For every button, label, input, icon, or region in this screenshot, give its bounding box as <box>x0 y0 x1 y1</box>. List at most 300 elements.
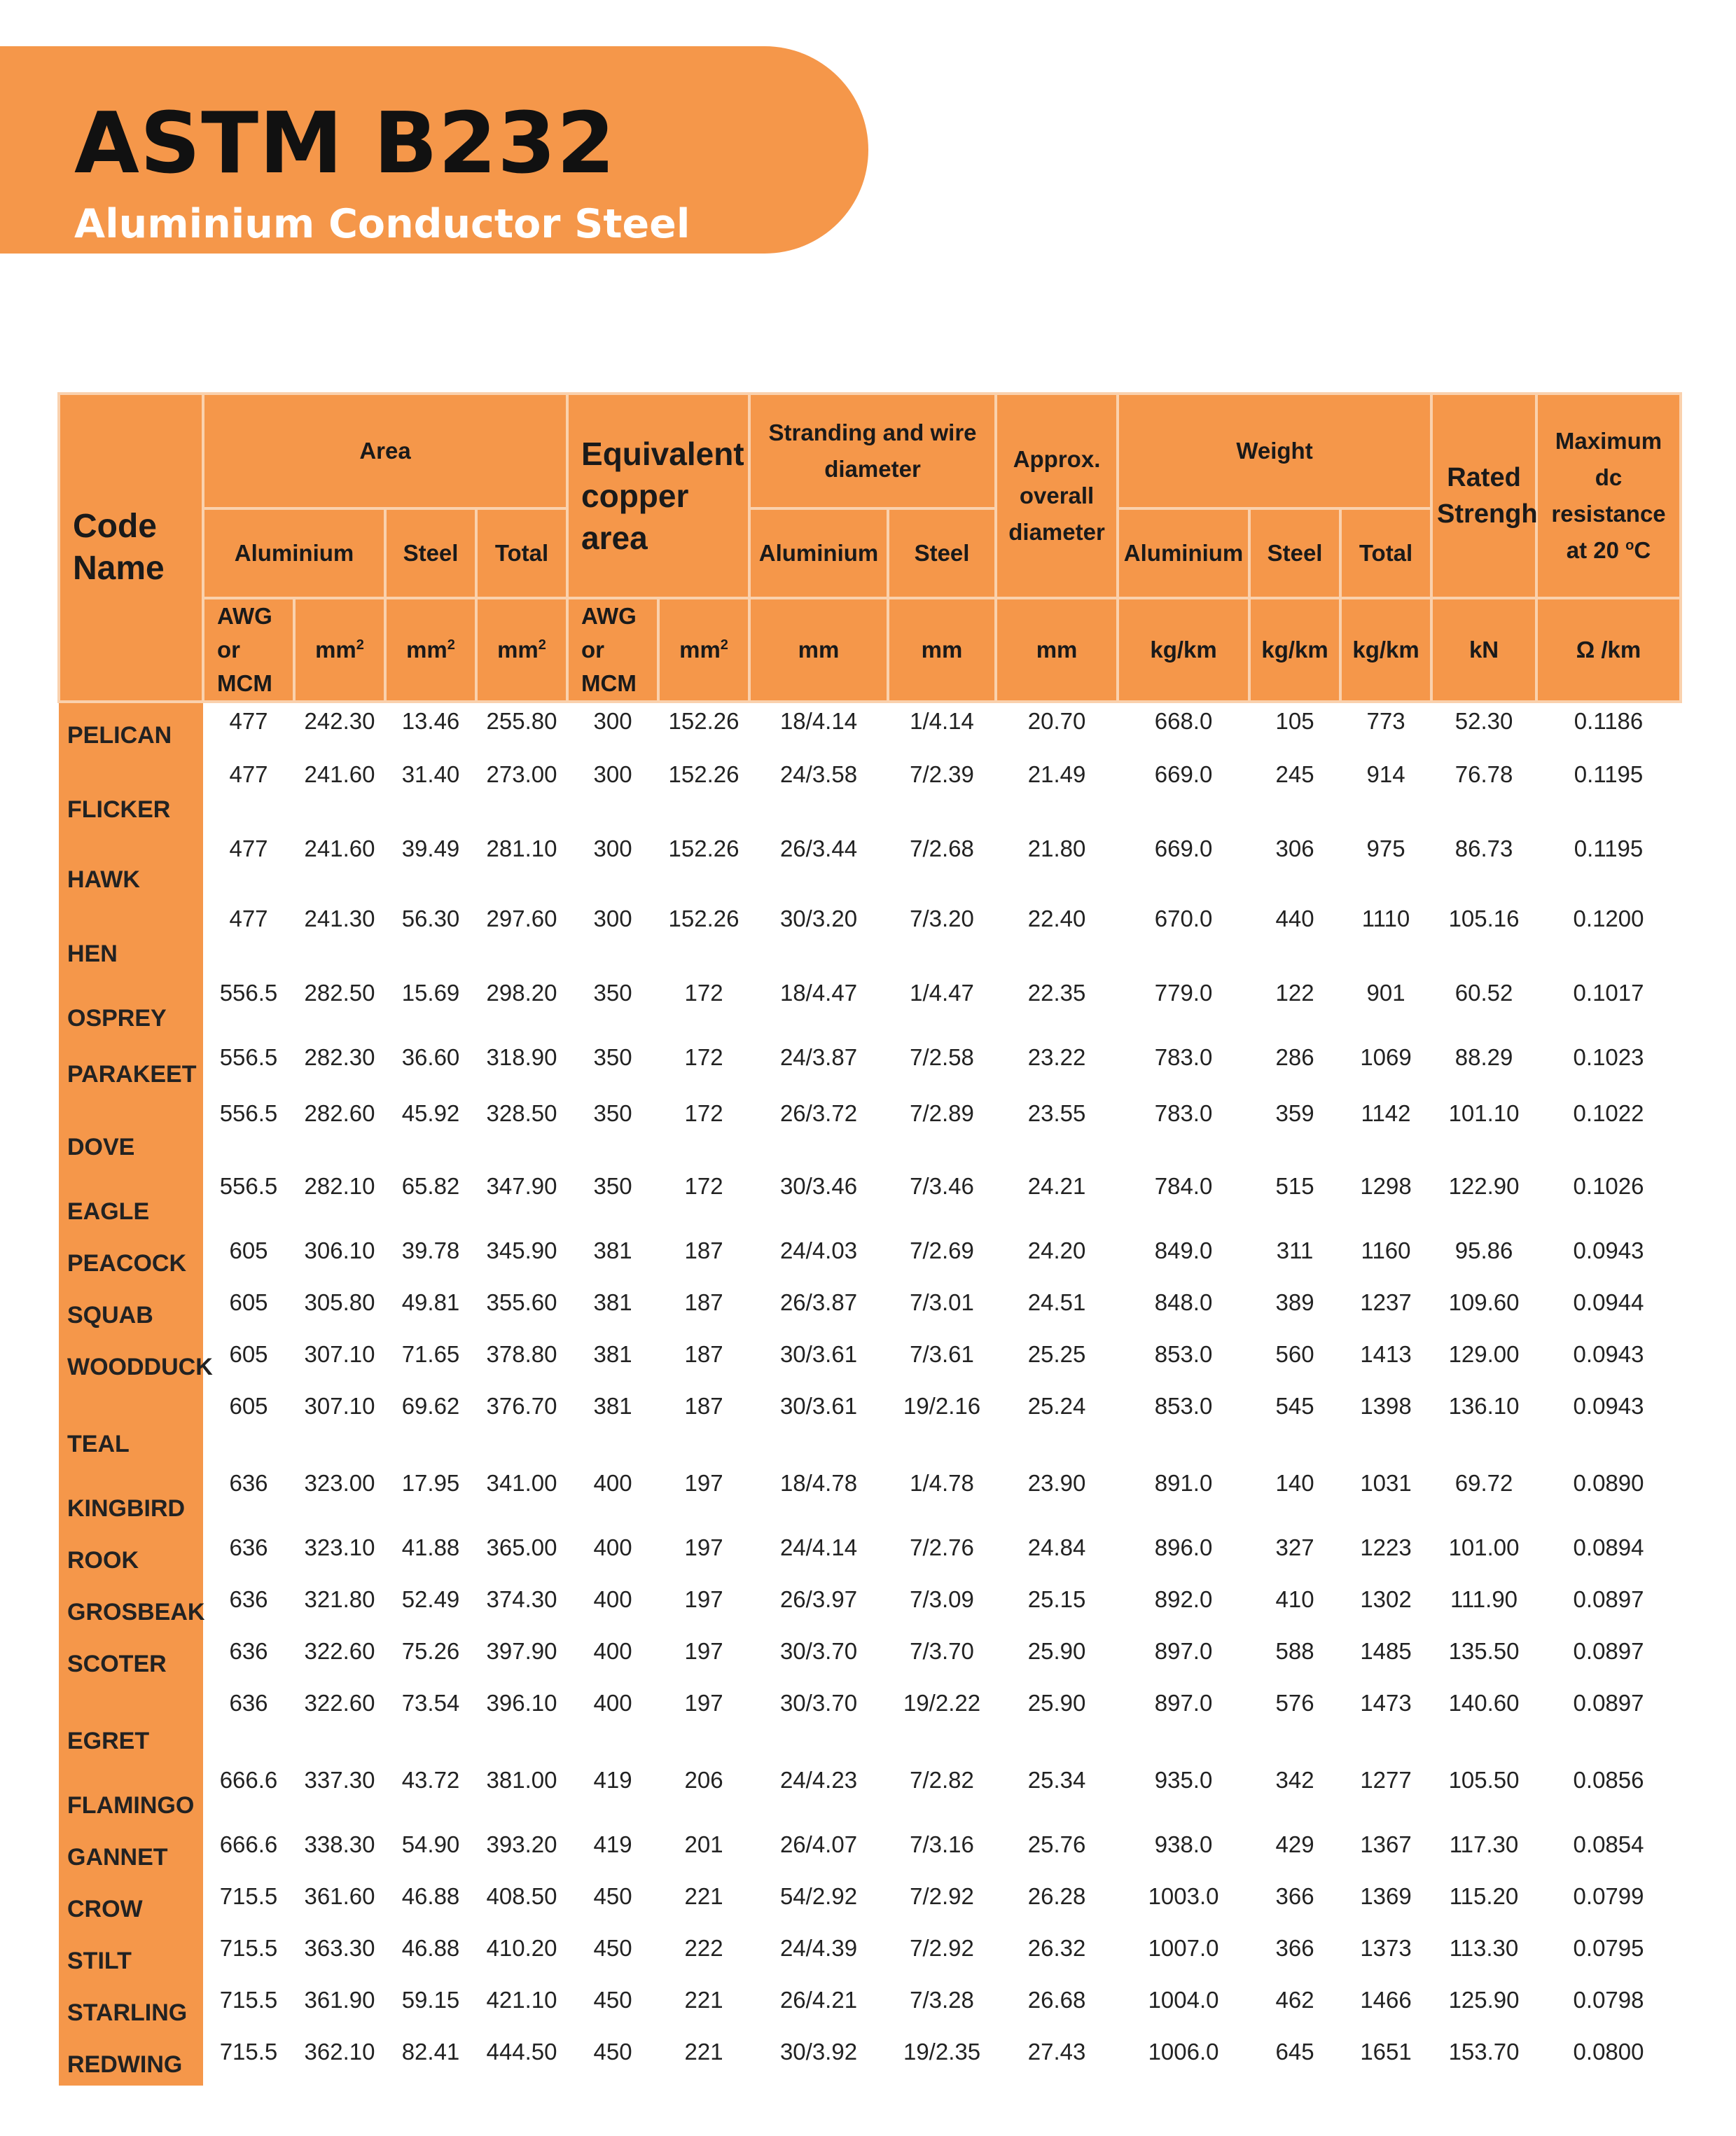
cell-al-area: 321.80 <box>304 1586 375 1612</box>
cell-st-w: 245 <box>1275 761 1314 787</box>
cell-al-str: 18/4.78 <box>779 1470 858 1496</box>
cell-cu-awg: 381 <box>593 1341 632 1367</box>
cell-awg: 636 <box>229 1690 268 1716</box>
cell-al-str: 26/3.97 <box>779 1586 858 1612</box>
cell-tot-w: 914 <box>1366 761 1405 787</box>
cell-st-w: 306 <box>1275 835 1314 861</box>
cell-tot-area: 376.70 <box>486 1393 557 1419</box>
cell-cu-mm2: 221 <box>684 1987 723 2013</box>
cell-st-w: 462 <box>1275 1987 1314 2013</box>
cell-dia: 25.90 <box>1027 1638 1086 1664</box>
cell-al-w: 668.0 <box>1154 708 1213 734</box>
cell-st-w: 366 <box>1275 1883 1314 1909</box>
header-stranding-aluminium: Aluminium <box>749 508 888 598</box>
cell-tot-area: 255.80 <box>486 708 557 734</box>
cell-al-w: 853.0 <box>1154 1393 1213 1419</box>
cell-cu-mm2: 197 <box>684 1690 723 1716</box>
cell-st-str: 7/3.28 <box>910 1987 974 2013</box>
cell-awg: 556.5 <box>219 1173 278 1199</box>
cell-rs: 140.60 <box>1448 1690 1520 1716</box>
cell-st-w: 389 <box>1275 1289 1314 1315</box>
cell-awg: 605 <box>229 1341 268 1367</box>
cell-cu-mm2: 221 <box>684 2039 723 2065</box>
cell-st-area: 65.82 <box>401 1173 460 1199</box>
cell-st-w: 366 <box>1275 1935 1314 1961</box>
cell-st-area: 17.95 <box>401 1470 460 1496</box>
cell-al-w: 938.0 <box>1154 1831 1213 1857</box>
cell-al-area: 282.50 <box>304 980 375 1006</box>
cell-tot-w: 1223 <box>1360 1534 1412 1560</box>
cell-tot-w: 1466 <box>1360 1987 1412 2013</box>
cell-tot-w: 901 <box>1366 980 1405 1006</box>
cell-cu-mm2: 197 <box>684 1534 723 1560</box>
cell-st-str: 7/2.68 <box>910 835 974 861</box>
table-row <box>59 2034 1681 2086</box>
table-row <box>59 1930 1681 1982</box>
unit-kn: kN <box>1431 598 1536 702</box>
cell-al-str: 24/3.58 <box>779 761 858 787</box>
acsr-spec-table <box>57 392 1682 2086</box>
cell-rs: 113.30 <box>1449 1935 1519 1961</box>
cell-st-str: 7/2.92 <box>910 1935 974 1961</box>
header-weight-aluminium: Aluminium <box>1118 508 1249 598</box>
cell-cu-awg: 300 <box>593 906 632 931</box>
cell-st-str: 7/3.46 <box>910 1173 974 1199</box>
cell-al-str: 24/4.39 <box>779 1935 858 1961</box>
cell-st-str: 7/3.01 <box>910 1289 974 1315</box>
cell-tot-area: 444.50 <box>486 2039 557 2065</box>
header-dc-resistance <box>1536 394 1681 598</box>
cell-res: 0.0943 <box>1573 1237 1644 1263</box>
cell-code: STARLING <box>59 1982 203 2034</box>
cell-st-str: 7/2.58 <box>910 1044 974 1070</box>
cell-dia: 23.22 <box>1027 1044 1086 1070</box>
table-row <box>59 1095 1681 1168</box>
cell-rs: 52.30 <box>1454 708 1513 734</box>
table-row <box>59 831 1681 901</box>
cell-st-area: 56.30 <box>401 906 460 931</box>
cell-al-str: 24/4.14 <box>779 1534 858 1560</box>
cell-cu-awg: 400 <box>593 1638 632 1664</box>
cell-res: 0.0856 <box>1573 1767 1644 1793</box>
cell-tot-w: 773 <box>1366 708 1405 734</box>
cell-st-area: 39.49 <box>401 835 460 861</box>
cell-st-area: 54.90 <box>401 1831 460 1857</box>
cell-cu-awg: 419 <box>593 1831 632 1857</box>
cell-al-str: 30/3.70 <box>779 1638 858 1664</box>
cell-st-w: 545 <box>1275 1393 1314 1419</box>
cell-st-str: 7/3.61 <box>910 1341 974 1367</box>
cell-st-area: 39.78 <box>401 1237 460 1263</box>
cell-al-str: 26/3.44 <box>779 835 858 861</box>
cell-cu-mm2: 197 <box>684 1470 723 1496</box>
cell-cu-mm2: 187 <box>684 1393 723 1419</box>
cell-code: EAGLE <box>59 1168 203 1233</box>
cell-awg: 605 <box>229 1393 268 1419</box>
cell-st-str: 19/2.35 <box>903 2039 981 2065</box>
cell-cu-awg: 450 <box>593 1987 632 2013</box>
cell-dia: 25.15 <box>1027 1586 1086 1612</box>
cell-tot-area: 281.10 <box>486 835 557 861</box>
table-row <box>59 702 1681 756</box>
cell-res: 0.0798 <box>1573 1987 1644 2013</box>
page-title: ASTM B232 <box>74 95 616 193</box>
cell-awg: 636 <box>229 1534 268 1560</box>
unit-mm2-copper: $mm^2$ <box>658 598 749 702</box>
cell-st-w: 440 <box>1275 906 1314 931</box>
cell-res: 0.1195 <box>1574 835 1644 861</box>
cell-awg: 556.5 <box>219 980 278 1006</box>
cell-st-area: 73.54 <box>401 1690 460 1716</box>
cell-code: REDWING <box>59 2034 203 2086</box>
cell-awg: 477 <box>229 708 268 734</box>
cell-al-area: 361.60 <box>304 1883 375 1909</box>
cell-awg: 556.5 <box>219 1044 278 1070</box>
cell-rs: 117.30 <box>1449 1831 1519 1857</box>
table-row <box>59 975 1681 1039</box>
cell-dia: 25.34 <box>1027 1767 1086 1793</box>
cell-dia: 20.70 <box>1027 708 1086 734</box>
cell-dia: 24.20 <box>1027 1237 1086 1263</box>
cell-st-w: 327 <box>1275 1534 1314 1560</box>
cell-al-str: 18/4.14 <box>779 708 858 734</box>
cell-code: TEAL <box>59 1388 203 1465</box>
cell-cu-mm2: 197 <box>684 1638 723 1664</box>
header-weight: Weight <box>1118 394 1431 508</box>
cell-res: 0.0897 <box>1573 1638 1644 1664</box>
table-row <box>59 1336 1681 1388</box>
cell-st-w: 588 <box>1275 1638 1314 1664</box>
cell-res: 0.0799 <box>1573 1883 1644 1909</box>
unit-mm2-steel: $mm^2$ <box>385 598 476 702</box>
cell-st-area: 71.65 <box>401 1341 460 1367</box>
cell-res: 0.0943 <box>1573 1341 1644 1367</box>
cell-res: 0.0944 <box>1573 1289 1644 1315</box>
cell-res: 0.1200 <box>1573 906 1644 931</box>
table-row <box>59 1878 1681 1930</box>
cell-tot-area: 374.30 <box>486 1586 557 1612</box>
cell-code: GANNET <box>59 1826 203 1878</box>
cell-code: DOVE <box>59 1095 203 1168</box>
cell-cu-mm2: 172 <box>684 980 723 1006</box>
table-row <box>59 1581 1681 1633</box>
cell-res: 0.1195 <box>1574 761 1644 787</box>
cell-al-w: 935.0 <box>1154 1767 1213 1793</box>
cell-awg: 636 <box>229 1638 268 1664</box>
cell-st-str: 7/3.16 <box>910 1831 974 1857</box>
cell-st-str: 1/4.14 <box>910 708 974 734</box>
cell-tot-area: 381.00 <box>486 1767 557 1793</box>
cell-res: 0.1026 <box>1573 1173 1644 1199</box>
cell-al-area: 363.30 <box>304 1935 375 1961</box>
cell-st-area: 45.92 <box>401 1100 460 1126</box>
cell-cu-awg: 381 <box>593 1289 632 1315</box>
cell-st-w: 105 <box>1275 708 1314 734</box>
cell-al-w: 1007.0 <box>1148 1935 1219 1961</box>
cell-awg: 666.6 <box>219 1767 278 1793</box>
cell-al-area: 241.60 <box>304 835 375 861</box>
cell-res: 0.1023 <box>1573 1044 1644 1070</box>
cell-code: OSPREY <box>59 975 203 1039</box>
cell-tot-w: 1398 <box>1360 1393 1412 1419</box>
cell-dia: 25.25 <box>1027 1341 1086 1367</box>
cell-st-w: 311 <box>1276 1237 1314 1263</box>
cell-tot-w: 1142 <box>1361 1100 1411 1126</box>
cell-al-str: 26/4.07 <box>779 1831 858 1857</box>
cell-tot-w: 1651 <box>1360 2039 1412 2065</box>
cell-st-str: 19/2.22 <box>903 1690 981 1716</box>
cell-cu-awg: 400 <box>593 1586 632 1612</box>
cell-tot-w: 1485 <box>1360 1638 1412 1664</box>
cell-awg: 715.5 <box>219 1935 278 1961</box>
header-code-name: Code Name <box>59 394 203 702</box>
cell-rs: 76.78 <box>1454 761 1513 787</box>
cell-res: 0.0894 <box>1573 1534 1644 1560</box>
cell-dia: 24.21 <box>1027 1173 1086 1199</box>
cell-al-str: 24/4.23 <box>779 1767 858 1793</box>
cell-st-w: 122 <box>1275 980 1314 1006</box>
cell-rs: 136.10 <box>1448 1393 1520 1419</box>
cell-cu-awg: 400 <box>593 1690 632 1716</box>
cell-al-w: 783.0 <box>1154 1044 1213 1070</box>
cell-cu-awg: 400 <box>593 1534 632 1560</box>
cell-st-area: 75.26 <box>401 1638 460 1664</box>
cell-awg: 636 <box>229 1470 268 1496</box>
cell-cu-mm2: 152.26 <box>668 761 739 787</box>
cell-st-w: 645 <box>1275 2039 1314 2065</box>
spec-table-container <box>57 392 1682 2086</box>
header-weight-total: Total <box>1340 508 1431 598</box>
cell-al-area: 337.30 <box>304 1767 375 1793</box>
table-row <box>59 756 1681 831</box>
cell-st-area: 52.49 <box>401 1586 460 1612</box>
cell-st-w: 515 <box>1275 1173 1314 1199</box>
cell-st-area: 41.88 <box>401 1534 460 1560</box>
cell-dia: 27.43 <box>1027 2039 1086 2065</box>
cell-tot-area: 396.10 <box>486 1690 557 1716</box>
cell-code: FLAMINGO <box>59 1762 203 1826</box>
cell-tot-w: 1069 <box>1360 1044 1412 1070</box>
cell-st-str: 7/3.70 <box>910 1638 974 1664</box>
cell-cu-mm2: 206 <box>684 1767 723 1793</box>
cell-cu-mm2: 172 <box>684 1044 723 1070</box>
cell-al-w: 853.0 <box>1154 1341 1213 1367</box>
header-area-steel: Steel <box>385 508 476 598</box>
cell-dia: 24.84 <box>1027 1534 1086 1560</box>
title-banner <box>0 46 868 298</box>
cell-cu-awg: 300 <box>593 708 632 734</box>
table-row <box>59 1762 1681 1826</box>
cell-cu-awg: 381 <box>593 1393 632 1419</box>
cell-dia: 21.49 <box>1027 761 1086 787</box>
cell-cu-mm2: 172 <box>684 1100 723 1126</box>
cell-tot-w: 1237 <box>1360 1289 1412 1315</box>
cell-tot-w: 1298 <box>1360 1173 1412 1199</box>
cell-al-w: 892.0 <box>1154 1586 1213 1612</box>
cell-code: KINGBIRD <box>59 1465 203 1530</box>
cell-dia: 26.28 <box>1027 1883 1086 1909</box>
cell-tot-w: 1413 <box>1360 1341 1412 1367</box>
cell-st-w: 140 <box>1275 1470 1314 1496</box>
cell-st-area: 31.40 <box>401 761 460 787</box>
celsius-symbol: C <box>1634 537 1651 563</box>
cell-al-area: 338.30 <box>304 1831 375 1857</box>
cell-code: SCOTER <box>59 1633 203 1685</box>
cell-al-area: 322.60 <box>304 1690 375 1716</box>
cell-tot-area: 298.20 <box>486 980 557 1006</box>
cell-cu-mm2: 152.26 <box>668 906 739 931</box>
cell-rs: 135.50 <box>1448 1638 1520 1664</box>
cell-al-area: 242.30 <box>304 708 375 734</box>
cell-dia: 23.55 <box>1027 1100 1086 1126</box>
cell-al-w: 1006.0 <box>1148 2039 1219 2065</box>
cell-cu-awg: 381 <box>593 1237 632 1263</box>
cell-al-str: 30/3.92 <box>779 2039 858 2065</box>
table-body <box>59 702 1681 2086</box>
cell-tot-w: 1110 <box>1361 906 1410 931</box>
cell-al-str: 26/3.72 <box>779 1100 858 1126</box>
cell-rs: 86.73 <box>1454 835 1513 861</box>
cell-tot-w: 1031 <box>1360 1470 1412 1496</box>
cell-cu-awg: 300 <box>593 761 632 787</box>
cell-al-str: 30/3.70 <box>779 1690 858 1716</box>
cell-al-str: 30/3.46 <box>779 1173 858 1199</box>
header-stranding: Stranding and wire diameter <box>749 394 996 508</box>
unit-kgkm-total: kg/km <box>1340 598 1431 702</box>
cell-code: SQUAB <box>59 1284 203 1336</box>
cell-al-area: 241.30 <box>304 906 375 931</box>
cell-awg: 605 <box>229 1237 268 1263</box>
cell-dia: 22.40 <box>1027 906 1086 931</box>
cell-dia: 22.35 <box>1027 980 1086 1006</box>
cell-st-area: 69.62 <box>401 1393 460 1419</box>
cell-st-str: 1/4.47 <box>910 980 974 1006</box>
cell-tot-w: 1160 <box>1361 1237 1411 1263</box>
cell-al-area: 362.10 <box>304 2039 375 2065</box>
cell-res: 0.0800 <box>1573 2039 1644 2065</box>
header-stranding-steel: Steel <box>888 508 996 598</box>
unit-mm2-aluminium: $mm^2$ <box>294 598 385 702</box>
cell-code: WOODDUCK <box>59 1336 203 1388</box>
cell-al-area: 241.60 <box>304 761 375 787</box>
cell-tot-w: 975 <box>1366 835 1405 861</box>
header-rated-strength: Rated Strengh <box>1431 394 1536 598</box>
cell-awg: 556.5 <box>219 1100 278 1126</box>
cell-dia: 25.76 <box>1027 1831 1086 1857</box>
table-row <box>59 1685 1681 1762</box>
cell-cu-awg: 350 <box>593 980 632 1006</box>
cell-rs: 122.90 <box>1448 1173 1520 1199</box>
cell-st-area: 36.60 <box>401 1044 460 1070</box>
cell-rs: 125.90 <box>1448 1987 1520 2013</box>
cell-res: 0.0795 <box>1573 1935 1644 1961</box>
cell-cu-awg: 300 <box>593 835 632 861</box>
cell-al-w: 1004.0 <box>1148 1987 1219 2013</box>
cell-al-str: 24/4.03 <box>779 1237 858 1263</box>
cell-st-str: 19/2.16 <box>903 1393 981 1419</box>
table-row <box>59 1233 1681 1284</box>
cell-res: 0.1186 <box>1574 708 1644 734</box>
cell-dia: 26.68 <box>1027 1987 1086 2013</box>
cell-res: 0.0897 <box>1573 1690 1644 1716</box>
table-row <box>59 1284 1681 1336</box>
cell-dia: 24.51 <box>1027 1289 1086 1315</box>
header-dc-resistance-text: Maximum dc resistance at 20 <box>1551 428 1666 563</box>
page-subtitle <box>74 199 690 300</box>
cell-al-str: 54/2.92 <box>779 1883 858 1909</box>
table-row <box>59 1826 1681 1878</box>
cell-cu-awg: 450 <box>593 2039 632 2065</box>
cell-tot-area: 341.00 <box>486 1470 557 1496</box>
unit-kgkm-aluminium: kg/km <box>1118 598 1249 702</box>
cell-cu-mm2: 172 <box>684 1173 723 1199</box>
unit-mm2-total: $mm^2$ <box>476 598 567 702</box>
cell-st-area: 49.81 <box>401 1289 460 1315</box>
header-equivalent-copper-area: Equivalent copper area <box>567 394 749 598</box>
cell-code: STILT <box>59 1930 203 1982</box>
degree-symbol: o <box>1625 538 1634 553</box>
header-overall-diameter: Approx. overall diameter <box>996 394 1118 598</box>
cell-tot-area: 328.50 <box>486 1100 557 1126</box>
cell-al-w: 783.0 <box>1154 1100 1213 1126</box>
cell-st-area: 59.15 <box>401 1987 460 2013</box>
cell-code: PEACOCK <box>59 1233 203 1284</box>
cell-al-w: 897.0 <box>1154 1690 1213 1716</box>
cell-awg: 666.6 <box>219 1831 278 1857</box>
cell-al-str: 18/4.47 <box>779 980 858 1006</box>
cell-tot-area: 355.60 <box>486 1289 557 1315</box>
table-row <box>59 1530 1681 1581</box>
cell-al-area: 282.30 <box>304 1044 375 1070</box>
header-area-aluminium: Aluminium <box>203 508 385 598</box>
cell-st-w: 429 <box>1275 1831 1314 1857</box>
cell-al-area: 307.10 <box>304 1393 375 1419</box>
cell-cu-awg: 450 <box>593 1935 632 1961</box>
cell-rs: 101.00 <box>1448 1534 1520 1560</box>
cell-tot-w: 1367 <box>1360 1831 1412 1857</box>
cell-al-w: 897.0 <box>1154 1638 1213 1664</box>
cell-rs: 60.52 <box>1454 980 1513 1006</box>
cell-al-w: 896.0 <box>1154 1534 1213 1560</box>
cell-st-area: 15.69 <box>401 980 460 1006</box>
cell-al-w: 891.0 <box>1154 1470 1213 1496</box>
cell-cu-awg: 450 <box>593 1883 632 1909</box>
table-header <box>59 394 1681 702</box>
cell-res: 0.0890 <box>1573 1470 1644 1496</box>
cell-tot-area: 273.00 <box>486 761 557 787</box>
cell-st-str: 7/2.82 <box>910 1767 974 1793</box>
unit-mm-aluminium: mm <box>749 598 888 702</box>
cell-cu-mm2: 187 <box>684 1341 723 1367</box>
cell-al-area: 307.10 <box>304 1341 375 1367</box>
cell-tot-w: 1373 <box>1360 1935 1412 1961</box>
cell-st-area: 13.46 <box>401 708 460 734</box>
cell-tot-area: 347.90 <box>486 1173 557 1199</box>
cell-st-w: 286 <box>1275 1044 1314 1070</box>
cell-st-str: 1/4.78 <box>910 1470 974 1496</box>
cell-cu-awg: 419 <box>593 1767 632 1793</box>
cell-tot-w: 1302 <box>1360 1586 1412 1612</box>
cell-tot-area: 345.90 <box>486 1237 557 1263</box>
cell-al-str: 26/4.21 <box>779 1987 858 2013</box>
cell-st-str: 7/3.20 <box>910 906 974 931</box>
cell-res: 0.1017 <box>1573 980 1644 1006</box>
subtitle-line-1: Aluminium Conductor Steel <box>74 201 690 247</box>
cell-al-str: 26/3.87 <box>779 1289 858 1315</box>
cell-st-str: 7/2.76 <box>910 1534 974 1560</box>
cell-rs: 69.72 <box>1454 1470 1513 1496</box>
cell-tot-w: 1473 <box>1360 1690 1412 1716</box>
